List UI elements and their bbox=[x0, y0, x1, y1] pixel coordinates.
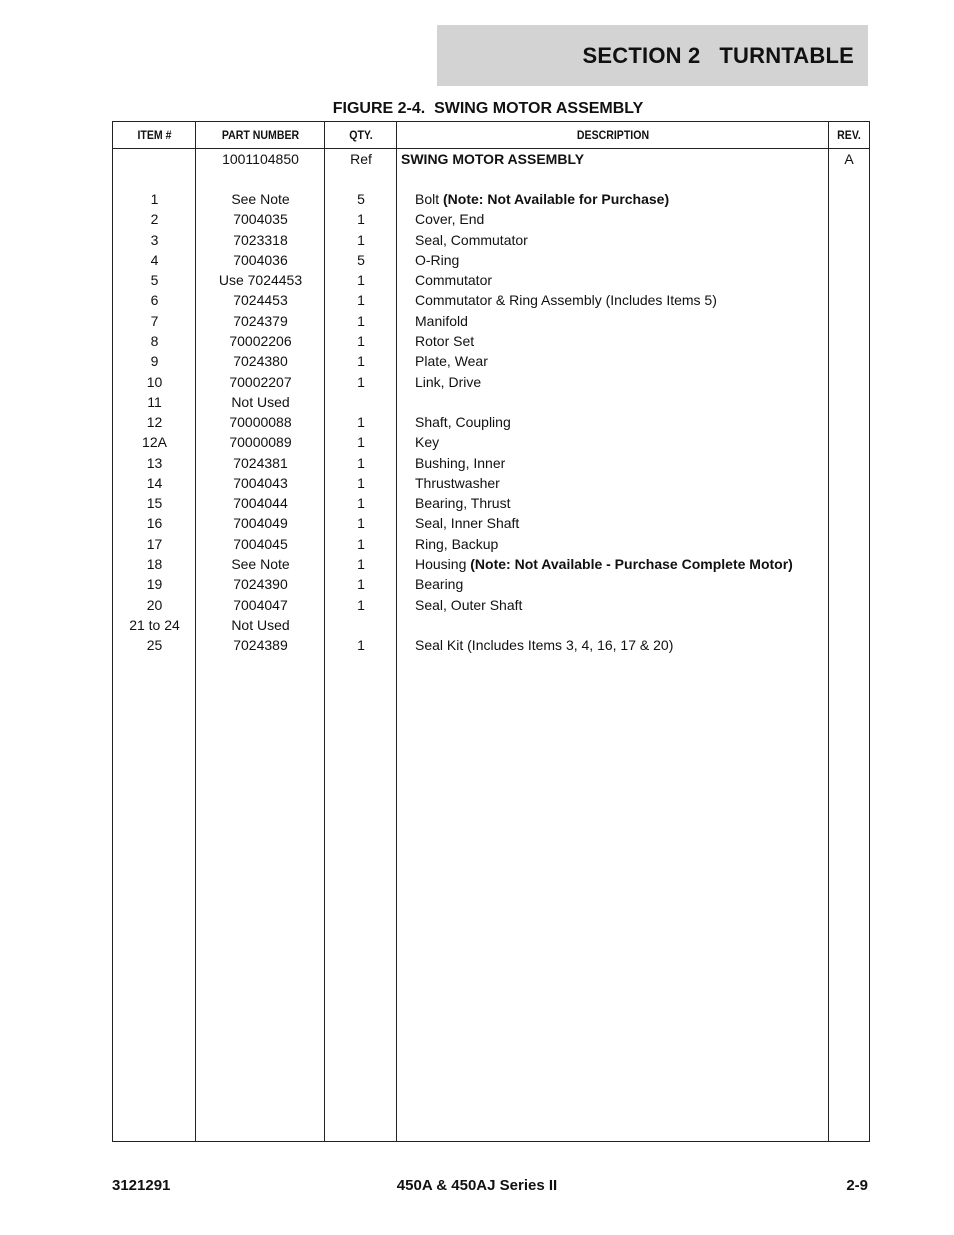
quantity: 1 bbox=[357, 353, 365, 370]
description bbox=[415, 432, 439, 452]
description bbox=[415, 534, 498, 554]
description-text: Bushing, Inner bbox=[415, 454, 506, 471]
item-number: 18 bbox=[146, 556, 163, 573]
quantity: 5 bbox=[357, 251, 365, 268]
description bbox=[415, 574, 463, 594]
item-number: 4 bbox=[150, 251, 159, 268]
part-number: 7004043 bbox=[233, 474, 288, 491]
quantity: 1 bbox=[357, 535, 365, 552]
quantity: 1 bbox=[357, 556, 365, 573]
table-row bbox=[113, 635, 869, 655]
item-number: 9 bbox=[150, 353, 159, 370]
description bbox=[415, 189, 669, 209]
assembly-rev: A bbox=[844, 151, 854, 167]
item-number: 3 bbox=[150, 231, 159, 248]
part-number: 7004044 bbox=[233, 495, 288, 512]
part-number: 7004036 bbox=[233, 251, 288, 268]
table-header bbox=[113, 122, 869, 149]
item-number: 19 bbox=[146, 576, 163, 593]
table-row bbox=[113, 554, 869, 574]
item-number: 14 bbox=[146, 474, 163, 491]
table-row bbox=[113, 574, 869, 594]
description-text: Ring, Backup bbox=[415, 535, 499, 552]
quantity: 1 bbox=[357, 454, 365, 471]
description-text: Commutator bbox=[415, 272, 493, 289]
part-number: 7004035 bbox=[233, 211, 288, 228]
quantity: 1 bbox=[357, 576, 365, 593]
quantity: 5 bbox=[357, 191, 365, 207]
quantity: 1 bbox=[357, 332, 365, 349]
assembly-part-number: 1001104850 bbox=[222, 151, 299, 167]
description-text: Housing bbox=[415, 556, 467, 573]
item-number: 7 bbox=[150, 312, 159, 329]
description bbox=[415, 635, 673, 655]
part-number: 7004047 bbox=[233, 596, 288, 613]
quantity: 1 bbox=[357, 272, 365, 289]
table-row bbox=[113, 493, 869, 513]
header-qty: QTY. bbox=[349, 128, 373, 142]
table-row bbox=[113, 534, 869, 554]
description bbox=[415, 311, 468, 331]
part-number: 70000088 bbox=[229, 414, 292, 431]
item-number: 17 bbox=[146, 535, 163, 552]
description bbox=[415, 372, 481, 392]
parts-table bbox=[112, 121, 870, 1142]
quantity: 1 bbox=[357, 434, 365, 451]
header-part-number: PART NUMBER bbox=[221, 128, 300, 142]
item-number: 16 bbox=[146, 515, 163, 532]
quantity: 1 bbox=[357, 373, 365, 390]
item-number: 1 bbox=[150, 191, 159, 207]
description bbox=[415, 412, 511, 432]
item-number: 8 bbox=[150, 332, 159, 349]
item-number: 25 bbox=[146, 637, 163, 654]
description bbox=[415, 270, 492, 290]
description-text: Bearing, Thrust bbox=[415, 495, 511, 512]
table-row bbox=[113, 230, 869, 250]
item-number: 11 bbox=[147, 393, 162, 410]
section-banner bbox=[437, 25, 868, 86]
table-row bbox=[113, 311, 869, 331]
part-number: Not Used bbox=[231, 616, 290, 633]
quantity: 1 bbox=[357, 515, 365, 532]
description-text: Plate, Wear bbox=[415, 353, 488, 370]
description-text: Seal, Outer Shaft bbox=[415, 596, 523, 613]
description-text: Bolt bbox=[415, 191, 440, 207]
quantity: 1 bbox=[357, 474, 365, 491]
description-text: Commutator & Ring Assembly (Includes Items 5) bbox=[415, 292, 717, 309]
part-number: 7023318 bbox=[233, 231, 288, 248]
quantity: 1 bbox=[357, 292, 365, 309]
quantity: 1 bbox=[357, 231, 365, 248]
item-number: 12A bbox=[142, 434, 167, 451]
table-row bbox=[113, 513, 869, 533]
quantity: 1 bbox=[357, 312, 365, 329]
description-text: Seal, Commutator bbox=[415, 231, 528, 248]
header-item: ITEM # bbox=[137, 128, 172, 142]
description-text: Seal Kit (Includes Items 3, 4, 16, 17 & 20) bbox=[415, 637, 674, 654]
description-text: Seal, Inner Shaft bbox=[415, 515, 520, 532]
part-number: 70002207 bbox=[229, 373, 292, 390]
description bbox=[415, 351, 488, 371]
description bbox=[415, 230, 528, 250]
item-number: 6 bbox=[150, 292, 159, 309]
description-text: Manifold bbox=[415, 312, 468, 329]
assembly-qty: Ref bbox=[350, 151, 372, 167]
figure-title: FIGURE 2-4. SWING MOTOR ASSEMBLY bbox=[332, 100, 644, 117]
table-row bbox=[113, 250, 869, 270]
description-text: Bearing bbox=[415, 576, 464, 593]
table-row bbox=[113, 372, 869, 392]
description-text: O-Ring bbox=[415, 251, 460, 268]
description bbox=[415, 209, 484, 229]
part-number: 7004045 bbox=[233, 535, 288, 552]
quantity: 1 bbox=[357, 211, 365, 228]
description-text: Thrustwasher bbox=[415, 474, 500, 491]
description bbox=[415, 513, 519, 533]
description-text: Cover, End bbox=[415, 211, 485, 228]
part-number: Use 7024453 bbox=[218, 272, 303, 289]
description-note: (Note: Not Available - Purchase Complete Motor) bbox=[466, 556, 793, 573]
description bbox=[415, 331, 474, 351]
table-row bbox=[113, 392, 869, 412]
section-title: SECTION 2 TURNTABLE bbox=[582, 42, 854, 68]
table-row bbox=[113, 473, 869, 493]
part-number: 7024453 bbox=[233, 292, 288, 309]
table-row bbox=[113, 331, 869, 351]
header-description: DESCRIPTION bbox=[576, 128, 650, 142]
footer-model: 450A & 450AJ Series II bbox=[396, 1177, 558, 1194]
item-number: 5 bbox=[150, 272, 159, 289]
part-number: 7024381 bbox=[233, 454, 288, 471]
item-number: 21 to 24 bbox=[129, 616, 180, 633]
description-text: Link, Drive bbox=[415, 373, 482, 390]
assembly-description: SWING MOTOR ASSEMBLY bbox=[401, 151, 585, 167]
item-number: 15 bbox=[146, 495, 163, 512]
table-row bbox=[113, 595, 869, 615]
item-number: 2 bbox=[150, 211, 159, 228]
header-rev: REV. bbox=[837, 128, 861, 142]
table-row bbox=[113, 615, 869, 635]
part-number: 7024380 bbox=[233, 353, 288, 370]
description bbox=[415, 554, 793, 574]
footer-page-number: 2-9 bbox=[846, 1177, 868, 1194]
table-row bbox=[113, 432, 869, 452]
description bbox=[415, 250, 459, 270]
description bbox=[415, 453, 505, 473]
part-number: 70002206 bbox=[229, 332, 292, 349]
assembly-row bbox=[113, 149, 869, 169]
item-number: 20 bbox=[146, 596, 163, 613]
table-row bbox=[113, 412, 869, 432]
description bbox=[415, 595, 522, 615]
part-number: 70000089 bbox=[229, 434, 292, 451]
quantity: 1 bbox=[357, 637, 365, 654]
item-number: 12 bbox=[146, 414, 163, 431]
description bbox=[415, 473, 500, 493]
description-note: (Note: Not Available for Purchase) bbox=[439, 191, 670, 207]
part-number: 7024379 bbox=[233, 312, 288, 329]
description-text: Shaft, Coupling bbox=[415, 414, 511, 431]
quantity: 1 bbox=[357, 596, 365, 613]
table-row bbox=[113, 290, 869, 310]
table-row bbox=[113, 189, 869, 209]
table-row bbox=[113, 270, 869, 290]
table-row bbox=[113, 351, 869, 371]
item-number: 13 bbox=[146, 454, 163, 471]
footer-doc-number: 3121291 bbox=[112, 1177, 171, 1194]
description-text: Key bbox=[415, 434, 440, 451]
item-number: 10 bbox=[146, 373, 163, 390]
part-number: 7024390 bbox=[233, 576, 288, 593]
table-row bbox=[113, 209, 869, 229]
table-row bbox=[113, 453, 869, 473]
description bbox=[415, 493, 510, 513]
part-number: See Note bbox=[231, 556, 290, 573]
description-text: Rotor Set bbox=[415, 332, 475, 349]
description bbox=[415, 290, 717, 310]
part-number: 7024389 bbox=[233, 637, 288, 654]
part-number: Not Used bbox=[231, 393, 290, 410]
quantity: 1 bbox=[357, 495, 365, 512]
part-number: See Note bbox=[231, 191, 290, 207]
quantity: 1 bbox=[357, 414, 365, 431]
part-number: 7004049 bbox=[233, 515, 288, 532]
